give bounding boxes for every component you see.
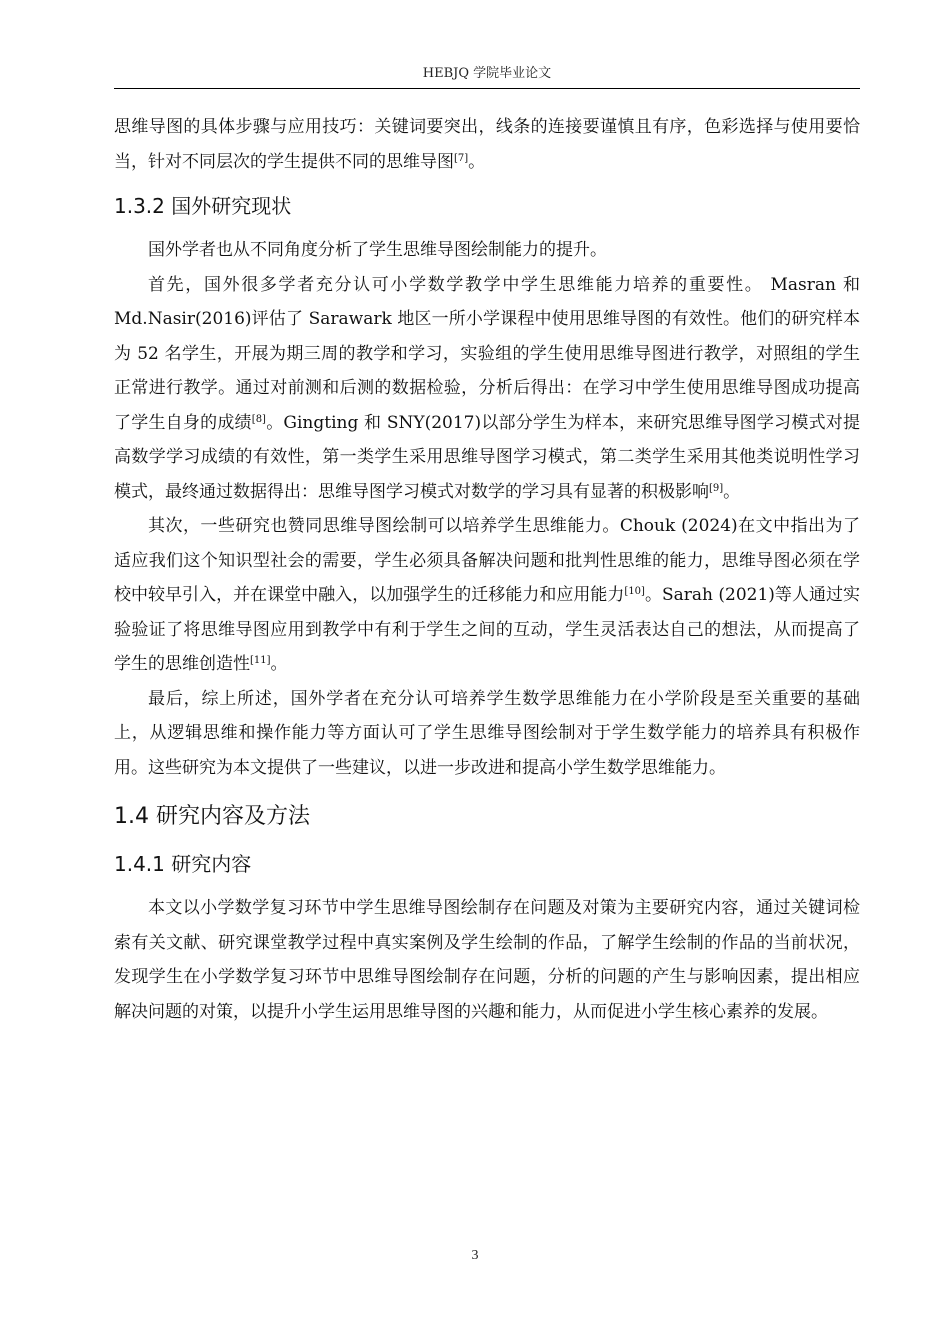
paragraph-text: 。Sarah (2021)等人通过实验验证了将思维导图应用到教学中有利于学生之间的互动，学生灵活表达自己的想法，从而提高了学生的思维创造性	[114, 585, 860, 674]
section-heading-1-4-1: 1.4.1 研究内容	[114, 852, 252, 876]
paragraph-text: 。	[270, 654, 288, 674]
paragraph-text: 首先，国外很多学者充分认可小学数学教学中学生思维能力培养的重要性。 Masran 和 Md.Nasir(2016)评估了 Sarawark 地区一所小学课程中使用思维导图的有效性。他们的研究样本为 52 名学生，开展为期三周的教学和学习，实验组的学生使用思维导图进行教学，对照组的学生正常进行教学。通过对前测和后测的数据检验，分析后得出：在学习中学生使用思维导图成功提高了学生自身的成绩	[114, 274, 860, 433]
paragraph-text: 思维导图的具体步骤与应用技巧：关键词要突出，线条的连接要谨慎且有序，色彩选择与使用要恰当，针对不同层次的学生提供不同的思维导图	[114, 117, 860, 172]
paragraph-continued	[114, 110, 860, 179]
paragraph-finally: 最后，综上所述，国外学者在充分认可培养学生数学思维能力在小学阶段是至关重要的基础上，从逻辑思维和操作能力等方面认可了学生思维导图绘制对于学生数学能力的培养具有积极作用。这些研究为本文提供了一些建议，以进一步改进和提高小学生数学思维能力。	[114, 688, 860, 778]
paragraph-text: 其次，一些研究也赞同思维导图绘制可以培养学生思维能力。Chouk (2024)在文中指出为了适应我们这个知识型社会的需要，学生必须具备解决问题和批判性思维的能力，思维导图必须在学校中较早引入，并在课堂中融入，以加强学生的迁移能力和应用能力	[114, 516, 860, 605]
paragraph-research-content: 本文以小学数学复习环节中学生思维导图绘制存在问题及对策为主要研究内容，通过关键词检索有关文献、研究课堂教学过程中真实案例及学生绘制的作品，了解学生绘制的作品的当前状况，发现学生在小学数学复习环节中思维导图绘制存在问题，分析的问题的产生与影响因素，提出相应解决问题的对策，以提升小学生运用思维导图的兴趣和能力，从而促进小学生核心素养的发展。	[114, 898, 860, 1022]
citation-ref: [10]	[624, 586, 645, 597]
citation-ref: [9]	[709, 482, 724, 494]
paragraph-text: 。Gingting 和 SNY(2017)以部分学生为样本，来研究思维导图学习模式对提高数学学习成绩的有效性，第一类学生采用思维导图学习模式，第二类学生采用其他类说明性学习模式，最终通过数据得出：思维导图学习模式对数学的学习具有显著的积极影响	[114, 412, 861, 502]
page-header: HEBJQ 学院毕业论文	[114, 64, 860, 89]
section-heading-1-4: 1.4 研究内容及方法	[114, 804, 310, 829]
page-number: 3	[471, 1248, 479, 1263]
section-heading-1-3-2: 1.3.2 国外研究现状	[114, 194, 292, 218]
paragraph-text: 。	[468, 151, 486, 172]
citation-ref: [8]	[251, 413, 266, 425]
citation-ref: [7]	[454, 152, 469, 164]
paragraph-text: 。	[723, 481, 741, 502]
paragraph-intro: 国外学者也从不同角度分析了学生思维导图绘制能力的提升。	[148, 240, 607, 260]
paragraph-second	[114, 509, 860, 682]
citation-ref: [11]	[250, 655, 271, 666]
paragraph-first	[114, 268, 860, 510]
page-content	[114, 110, 860, 1029]
